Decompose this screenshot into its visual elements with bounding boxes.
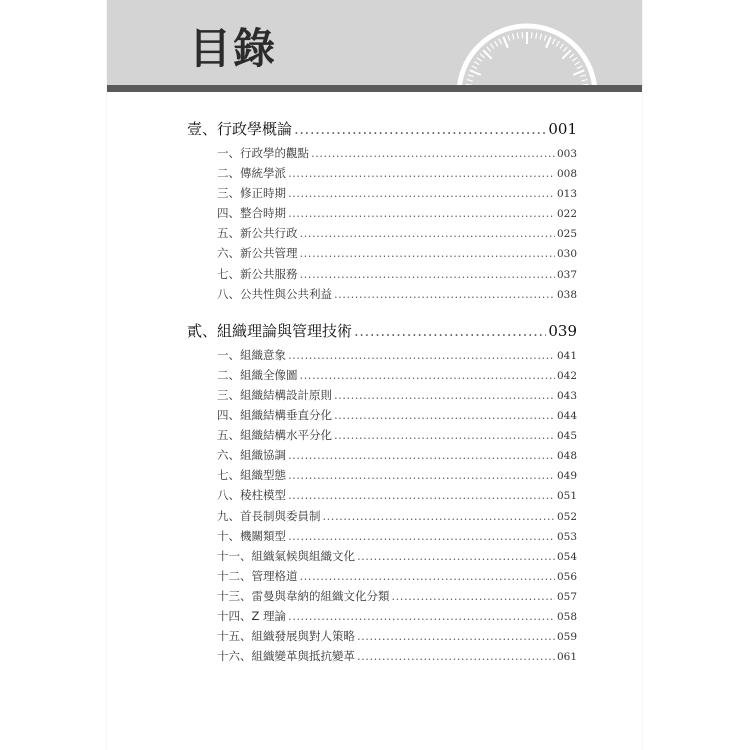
toc-entry-row[interactable] [187,628,577,648]
entry-title: 六、新公共管理 [217,246,298,261]
toc-entry-row[interactable] [187,225,577,245]
entry-title: 七、新公共服務 [217,266,298,281]
section-title: 貳、組織理論與管理技術 [187,321,353,340]
entry-title: 八、稜柱模型 [217,488,286,503]
entry-page-number: 061 [556,651,577,664]
toc-entry-row[interactable] [187,648,577,668]
entry-title: 十三、雷曼與韋納的組織文化分類 [217,588,390,603]
entry-page-number: 048 [556,450,577,463]
dot-leader [288,468,555,482]
dot-leader [357,629,555,643]
entry-page-number: 037 [556,268,577,281]
dot-leader [288,609,555,623]
entry-title: 十、機關類型 [217,528,286,543]
entry-page-number: 013 [556,188,577,201]
toc-entry-row[interactable] [187,347,577,367]
entry-page-number: 044 [556,410,577,423]
dot-leader [323,509,555,523]
entry-title: 一、組織意象 [217,347,286,362]
toc-entry-row[interactable] [187,367,577,387]
entry-page-number: 043 [556,389,577,402]
entry-title: 十六、組織變革與抵抗變革 [217,649,355,664]
entry-page-number: 042 [556,369,577,382]
dot-leader [311,146,555,160]
entry-title: 二、組織全像圖 [217,367,298,382]
dot-leader [288,206,555,220]
entry-title: 五、新公共行政 [217,226,298,241]
toc-entry-row[interactable] [187,266,577,286]
toc-entry-row[interactable] [187,245,577,265]
dot-leader [334,388,555,402]
entry-page-number: 022 [556,208,577,221]
book-page [107,0,642,750]
entry-page-number: 054 [556,550,577,563]
toc-entry-row[interactable] [187,528,577,548]
entry-page-number: 053 [556,530,577,543]
entry-page-number: 049 [556,470,577,483]
entry-page-number: 056 [556,570,577,583]
dot-leader [288,166,555,180]
toc-entry-row[interactable] [187,548,577,568]
section-title: 壹、行政學概論 [187,120,293,138]
dot-leader [334,287,555,301]
entry-page-number: 030 [556,248,577,261]
toc-entry-row[interactable] [187,487,577,507]
entry-title: 一、行政學的觀點 [217,146,309,160]
entry-title: 三、組織結構設計原則 [217,387,332,402]
entry-title: 六、組織協調 [217,448,286,463]
dot-leader [300,569,555,583]
entry-page-number: 058 [556,610,577,623]
toc-entry-row[interactable] [187,387,577,407]
entry-page-number: 008 [556,168,577,181]
entry-page-number: 057 [556,590,577,603]
dot-leader [300,246,555,260]
toc-entry-row[interactable] [187,447,577,467]
toc-entry-row[interactable] [187,588,577,608]
table-of-contents [187,118,577,668]
entry-page-number: 059 [556,631,577,644]
header-divider [107,85,642,92]
toc-entry-row[interactable] [187,427,577,447]
dot-leader [288,186,555,200]
entry-page-number: 045 [556,430,577,443]
toc-section-row[interactable] [187,320,577,347]
dot-leader [288,529,555,543]
toc-entry-row[interactable] [187,508,577,528]
entry-title: 三、修正時期 [217,186,286,201]
section-page-number: 039 [548,321,577,340]
toc-entry-row[interactable] [187,286,577,306]
dot-leader [357,549,555,563]
page-title: 目錄 [189,24,278,73]
dot-leader [300,267,555,281]
entry-page-number: 003 [556,148,577,160]
toc-entry-row[interactable] [187,608,577,628]
entry-page-number: 052 [556,510,577,523]
dot-leader [392,589,555,603]
entry-title: 九、首長制與委員制 [217,508,321,523]
toc-entry-row[interactable] [187,205,577,225]
entry-title: 四、整合時期 [217,206,286,221]
dot-leader [288,348,555,362]
dot-leader [300,368,555,382]
dot-leader [357,649,555,663]
entry-title: 二、傳統學派 [217,166,286,181]
entry-page-number: 025 [556,228,577,241]
entry-title: 十四、Z 理論 [217,608,287,623]
entry-title: 十二、管理格道 [217,568,298,583]
entry-title: 七、組織型態 [217,468,286,483]
toc-entry-row[interactable] [187,407,577,427]
dial-decoration-icon [452,12,602,85]
entry-page-number: 038 [556,288,577,301]
dot-leader [334,408,555,422]
dot-leader [354,322,546,340]
toc-entry-row[interactable] [187,145,577,165]
entry-title: 四、組織結構垂直分化 [217,408,332,423]
toc-section-row[interactable] [187,118,577,145]
section-page-number: 001 [548,120,577,138]
dot-leader [288,448,555,462]
entry-page-number: 041 [556,349,577,362]
toc-entry-row[interactable] [187,165,577,185]
entry-page-number: 051 [556,490,577,503]
entry-title: 八、公共性與公共利益 [217,286,332,301]
dot-leader [300,226,555,240]
toc-entry-row[interactable] [187,185,577,205]
header-band [107,0,642,85]
toc-entry-row[interactable] [187,467,577,487]
dot-leader [288,488,555,502]
dot-leader [294,120,546,138]
dot-leader [334,428,555,442]
entry-title: 五、組織結構水平分化 [217,428,332,443]
entry-title: 十五、組織發展與對人策略 [217,629,355,644]
toc-entry-row[interactable] [187,568,577,588]
entry-title: 十一、組織氣候與組織文化 [217,548,355,563]
